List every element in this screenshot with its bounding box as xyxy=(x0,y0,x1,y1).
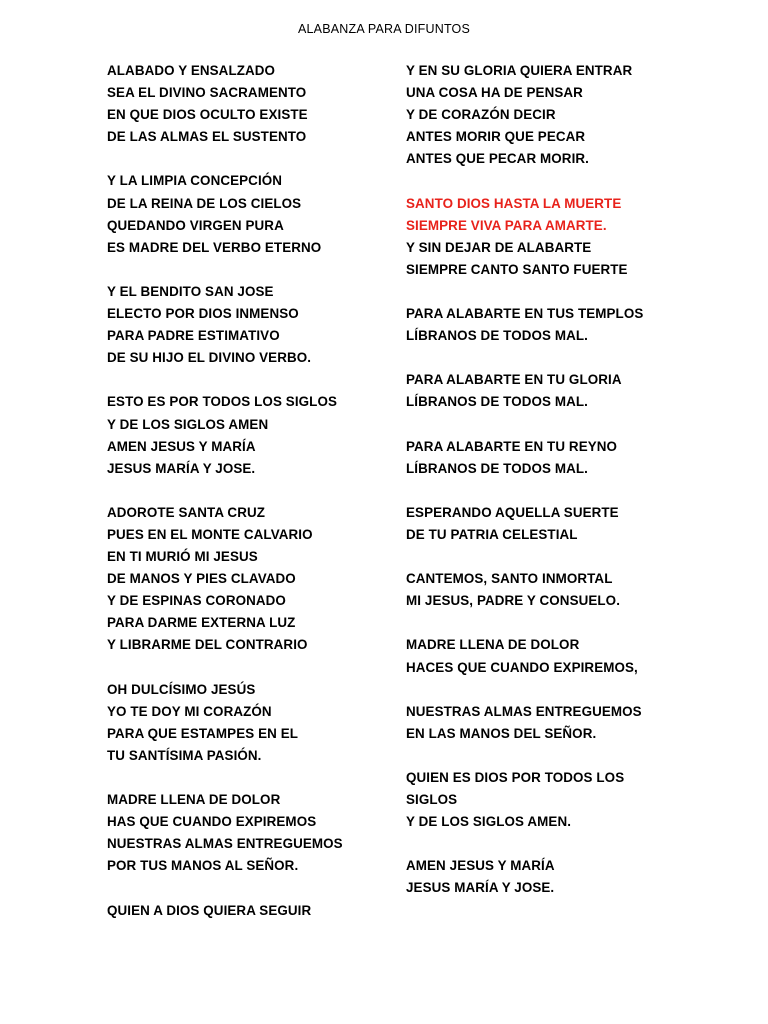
right-column xyxy=(406,60,706,922)
verse-line: Y LIBRARME DEL CONTRARIO xyxy=(107,637,308,653)
verse-line: NUESTRAS ALMAS ENTREGUEMOS xyxy=(406,703,642,719)
verse-line: CANTEMOS, SANTO INMORTAL xyxy=(406,571,613,587)
verse-line: Y LA LIMPIA CONCEPCIÓN xyxy=(107,173,283,189)
verse-line: LÍBRANOS DE TODOS MAL. xyxy=(406,460,588,476)
verse-line: UNA COSA HA DE PENSAR xyxy=(406,85,583,101)
verse-line: PARA ALABARTE EN TU REYNO xyxy=(406,438,618,454)
verse-line: MADRE LLENA DE DOLOR xyxy=(406,637,580,653)
verse-line: Y DE CORAZÓN DECIR xyxy=(406,107,556,123)
stanza xyxy=(406,568,706,612)
verse-line: PARA PADRE ESTIMATIVO xyxy=(107,328,280,344)
verse-line: DE SU HIJO EL DIVINO VERBO. xyxy=(107,350,312,366)
verse-line: TU SANTÍSIMA PASIÓN. xyxy=(107,747,262,763)
verse-line: EN TI MURIÓ MI JESUS xyxy=(107,549,258,565)
left-column xyxy=(107,60,387,944)
stanza xyxy=(107,281,387,369)
stanza xyxy=(107,391,387,479)
verse-line: PARA ALABARTE EN TUS TEMPLOS xyxy=(406,306,644,322)
stanza xyxy=(107,789,387,877)
verse-line: PARA ALABARTE EN TU GLORIA xyxy=(406,372,622,388)
highlighted-verse-line: SIEMPRE VIVA PARA AMARTE. xyxy=(406,217,607,233)
stanza xyxy=(406,502,706,546)
verse-line: HAS QUE CUANDO EXPIREMOS xyxy=(107,814,317,830)
verse-line: QUIEN A DIOS QUIERA SEGUIR xyxy=(107,902,312,918)
verse-line: PARA DARME EXTERNA LUZ xyxy=(107,615,296,631)
verse-line: DE LAS ALMAS EL SUSTENTO xyxy=(107,129,307,145)
verse-line: AMEN JESUS Y MARÍA xyxy=(406,858,555,874)
verse-line: QUIEN ES DIOS POR TODOS LOS xyxy=(406,770,625,785)
verse-line: AMEN JESUS Y MARÍA xyxy=(107,438,256,454)
verse-line: YO TE DOY MI CORAZÓN xyxy=(107,703,272,719)
stanza xyxy=(107,60,387,148)
verse-line: JESUS MARÍA Y JOSE. xyxy=(107,460,256,476)
stanza xyxy=(406,634,706,678)
stanza xyxy=(406,767,706,833)
verse-line: ES MADRE DEL VERBO ETERNO xyxy=(107,239,322,255)
verse-line: PUES EN EL MONTE CALVARIO xyxy=(107,526,313,542)
verse-line: SIGLOS xyxy=(406,792,458,808)
verse-line: ANTES QUE PECAR MORIR. xyxy=(406,151,589,167)
verse-line: Y EL BENDITO SAN JOSE xyxy=(107,283,274,299)
verse-line: QUEDANDO VIRGEN PURA xyxy=(107,217,284,233)
stanza xyxy=(406,60,706,170)
stanza xyxy=(107,170,387,258)
stanza xyxy=(406,436,706,480)
stanza xyxy=(406,855,706,899)
verse-line: JESUS MARÍA Y JOSE. xyxy=(406,880,555,896)
verse-line: Y DE LOS SIGLOS AMEN xyxy=(107,416,269,432)
highlighted-verse-line: SANTO DIOS HASTA LA MUERTE xyxy=(406,195,622,211)
verse-line: POR TUS MANOS AL SEÑOR. xyxy=(107,858,299,874)
verse-line: NUESTRAS ALMAS ENTREGUEMOS xyxy=(107,836,343,852)
verse-line: ESTO ES POR TODOS LOS SIGLOS xyxy=(107,394,337,410)
verse-line: Y DE ESPINAS CORONADO xyxy=(107,593,286,609)
verse-line: ESPERANDO AQUELLA SUERTE xyxy=(406,504,619,520)
verse-line: Y EN SU GLORIA QUIERA ENTRAR xyxy=(406,63,633,78)
verse-line: ALABADO Y ENSALZADO xyxy=(107,63,276,78)
stanza xyxy=(107,502,387,657)
stanza xyxy=(406,701,706,745)
verse-line: EN LAS MANOS DEL SEÑOR. xyxy=(406,725,597,741)
verse-line: DE LA REINA DE LOS CIELOS xyxy=(107,195,302,211)
stanza xyxy=(406,303,706,347)
verse-line: OH DULCÍSIMO JESÚS xyxy=(107,681,256,697)
verse-line: DE MANOS Y PIES CLAVADO xyxy=(107,571,296,587)
verse-line: SEA EL DIVINO SACRAMENTO xyxy=(107,85,307,101)
stanza xyxy=(406,369,706,413)
verse-line: MADRE LLENA DE DOLOR xyxy=(107,792,281,808)
verse-line: HACES QUE CUANDO EXPIREMOS, xyxy=(406,659,638,675)
verse-line: PARA QUE ESTAMPES EN EL xyxy=(107,725,299,741)
stanza xyxy=(107,900,387,922)
verse-line: LÍBRANOS DE TODOS MAL. xyxy=(406,328,588,344)
verse-line: Y DE LOS SIGLOS AMEN. xyxy=(406,814,572,830)
verse-line: EN QUE DIOS OCULTO EXISTE xyxy=(107,107,308,123)
verse-line: ADOROTE SANTA CRUZ xyxy=(107,504,266,520)
verse-line: DE TU PATRIA CELESTIAL xyxy=(406,526,578,542)
verse-line: ELECTO POR DIOS INMENSO xyxy=(107,306,299,322)
verse-line: SIEMPRE CANTO SANTO FUERTE xyxy=(406,261,628,277)
stanza xyxy=(107,679,387,767)
verse-line: MI JESUS, PADRE Y CONSUELO. xyxy=(406,593,621,609)
verse-line: LÍBRANOS DE TODOS MAL. xyxy=(406,394,588,410)
stanza xyxy=(406,193,706,281)
verse-line: ANTES MORIR QUE PECAR xyxy=(406,129,586,145)
document-title: ALABANZA PARA DIFUNTOS xyxy=(297,22,471,36)
verse-line: Y SIN DEJAR DE ALABARTE xyxy=(406,239,592,255)
